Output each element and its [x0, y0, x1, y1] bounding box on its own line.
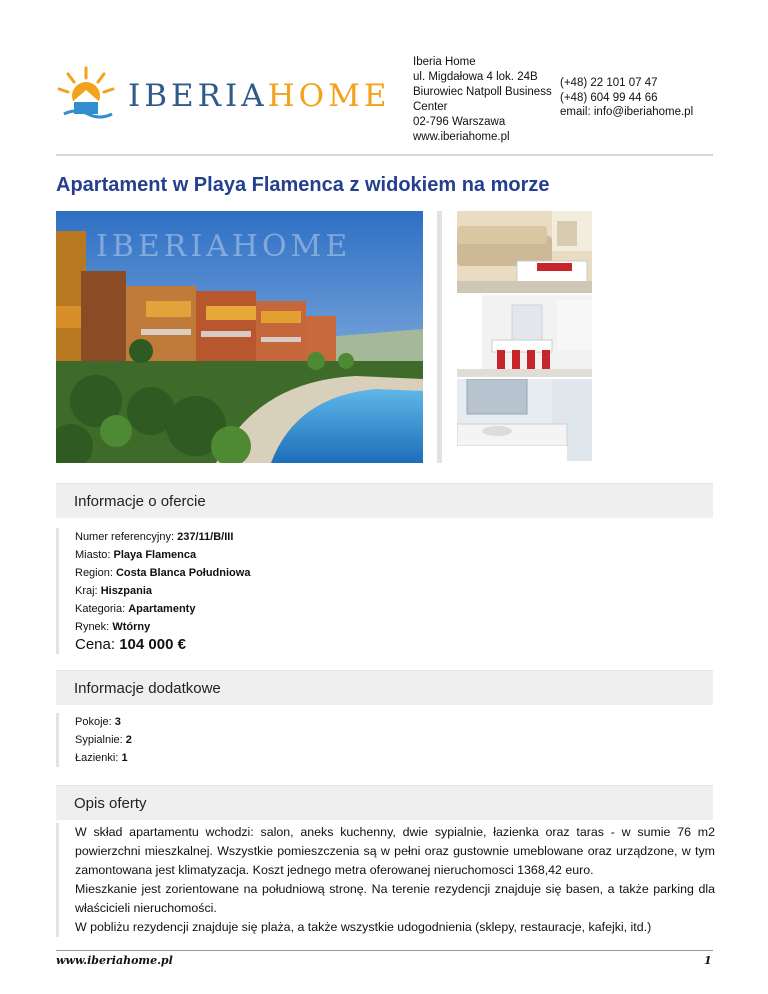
detail-label: Łazienki: [75, 752, 119, 764]
main-photo[interactable] [56, 211, 423, 463]
detail-label: Pokoje: [75, 716, 112, 728]
company-contact [560, 76, 693, 120]
detail-label: Sypialnie: [75, 734, 123, 746]
living-room-image [457, 211, 592, 293]
price-value: 104 000 € [119, 636, 186, 653]
section-heading: Informacje o ofercie [74, 493, 206, 510]
phone-2[interactable]: (+48) 604 99 44 66 [560, 91, 658, 104]
detail-label: Miasto: [75, 549, 111, 561]
dining-room-image [457, 295, 592, 377]
detail-row [75, 713, 132, 731]
footer-url[interactable]: www.iberiahome.pl [56, 954, 173, 967]
detail-value: Costa Blanca Południowa [115, 567, 251, 579]
detail-label: Rynek: [75, 621, 110, 633]
section-extra-info [56, 670, 713, 705]
address-line: Center [413, 101, 448, 113]
detail-row [75, 546, 250, 564]
detail-row [75, 731, 132, 749]
page-number: 1 [704, 954, 712, 967]
detail-value: 2 [125, 734, 132, 746]
photo-watermark: IBERIAHOME [96, 229, 352, 264]
phone-1[interactable]: (+48) 22 101 07 47 [560, 77, 658, 89]
logo-wordmark: IBERIAHOME [128, 78, 391, 114]
bathroom-image [457, 379, 592, 461]
detail-value: Hiszpania [100, 585, 153, 597]
thumbnail-living-room[interactable] [457, 211, 592, 293]
description-paragraph: Mieszkanie jest zorientowane na południową stronę. Na terenie rezydencji znajduje się basen, a także parking dla właścicieli nieruchomości. [75, 882, 715, 915]
address-line: ul. Migdałowa 4 lok. 24B [413, 71, 538, 83]
detail-value: Wtórny [112, 621, 151, 633]
detail-row [75, 618, 250, 636]
description-text [56, 823, 715, 937]
detail-row [75, 528, 250, 546]
address-line: Iberia Home [413, 56, 476, 68]
detail-row [75, 582, 250, 600]
detail-label: Numer referencyjny: [75, 531, 175, 543]
address-line: 02-796 Warszawa [413, 116, 506, 128]
detail-label: Kraj: [75, 585, 98, 597]
detail-value: 3 [114, 716, 121, 728]
header-divider [56, 154, 713, 156]
offer-details [56, 528, 250, 654]
detail-row [75, 749, 132, 767]
detail-row [75, 600, 250, 618]
section-offer-info [56, 483, 713, 518]
address-line: Biurowiec Natpoll Business [413, 86, 552, 98]
detail-label: Kategoria: [75, 603, 126, 615]
description-paragraph: W skład apartamentu wchodzi: salon, aneks kuchenny, dwie sypialnie, łazienka oraz taras - w sumie 76 m2 powierzchni mieszkalnej. Wszystkie pomieszczenia są w pełni oraz gustownie umeblowane oraz urządzone, w tym zamontowana jest klimatyzacja. Koszt jednego metra oferowanej nieruchomosci 1368,42 euro. [75, 825, 715, 877]
detail-value: Apartamenty [128, 603, 196, 615]
page-title: Apartament w Playa Flamenca z widokiem na morze [56, 174, 550, 196]
company-address [413, 55, 552, 145]
price-label: Cena: [75, 636, 116, 653]
description-paragraph: W pobliżu rezydencji znajduje się plaża, a także wszystkie udogodnienia (sklepy, restauracje, kafejki, itd.) [75, 920, 652, 934]
detail-value: Playa Flamenca [113, 549, 197, 561]
website-link[interactable]: www.iberiahome.pl [413, 131, 510, 143]
sun-house-icon [56, 64, 126, 120]
section-heading: Informacje dodatkowe [74, 680, 221, 697]
extra-details [56, 713, 132, 767]
section-description [56, 785, 713, 820]
detail-value: 1 [121, 752, 128, 764]
detail-label: Region: [75, 567, 113, 579]
thumbnail-bathroom[interactable] [457, 379, 592, 461]
footer-divider [56, 950, 713, 951]
email-link[interactable]: email: info@iberiahome.pl [560, 106, 694, 118]
detail-value: 237/11/B/III [177, 531, 234, 543]
gallery-divider [437, 211, 442, 463]
apartment-exterior-image [56, 211, 423, 463]
detail-row [75, 564, 250, 582]
price-row [75, 636, 250, 654]
thumbnail-dining[interactable] [457, 295, 592, 377]
section-heading: Opis oferty [74, 795, 147, 812]
